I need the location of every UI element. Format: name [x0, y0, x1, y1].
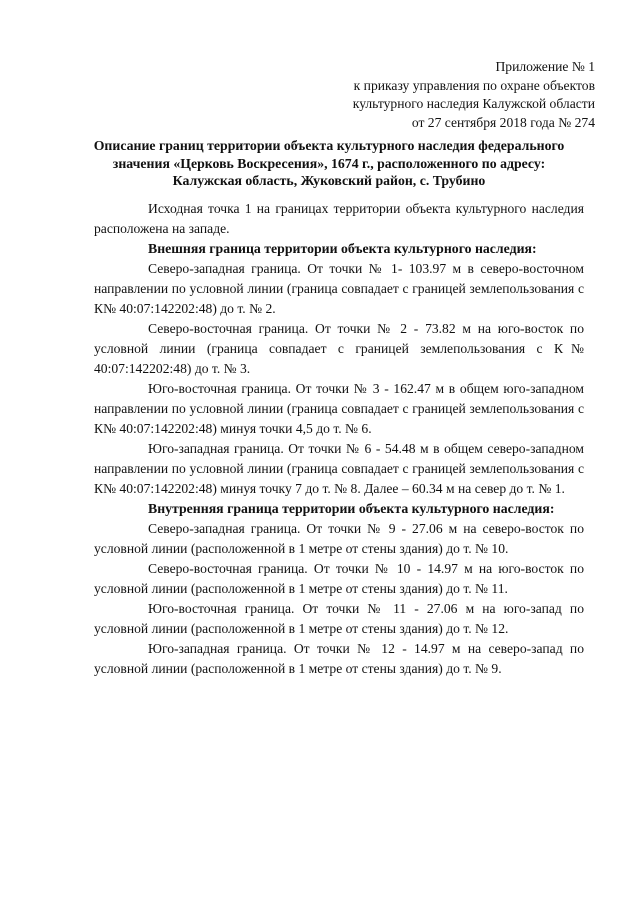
document-body	[94, 199, 584, 679]
inner-boundary-heading: Внутренняя граница территории объекта культурного наследия:	[148, 501, 555, 516]
title-line: Калужская область, Жуковский район, с. Трубино	[172, 173, 486, 188]
outer-paragraph: Северо-западная граница. От точки № 1- 103.97 м в северо-восточном направлении по условной линии (граница совпадает с границей землепользования с К№ 40:07:142202:48) до т. № 2.	[94, 261, 584, 316]
intro-paragraph: Исходная точка 1 на границах территории объекта культурного наследия расположена на западе.	[94, 201, 584, 236]
header-line: культурного наследия Калужской области	[352, 96, 595, 111]
inner-paragraph: Юго-восточная граница. От точки № 11 - 27.06 м на юго-запад по условной линии (расположенной в 1 метре от стены здания) до т. № 12.	[94, 601, 584, 636]
outer-boundary-heading: Внешняя граница территории объекта культурного наследия:	[148, 241, 537, 256]
inner-paragraph: Северо-западная граница. От точки № 9 - 27.06 м на северо-восток по условной линии (расположенной в 1 метре от стены здания) до т. № 10.	[94, 521, 584, 556]
outer-paragraph: Юго-восточная граница. От точки № 3 - 162.47 м в общем юго-западном направлении по условной линии (граница совпадает с границей землепользования с К№ 40:07:142202:48) минуя точки 4,5 до т. № 6.	[94, 381, 584, 436]
header-line: Приложение № 1	[495, 59, 595, 74]
header-line: к приказу управления по охране объектов	[353, 77, 595, 93]
outer-paragraph: Северо-восточная граница. От точки № 2 - 73.82 м на юго-восток по условной линии (граница совпадает с границей землепользования с К№ 40:07:142202:48) до т. № 3.	[94, 321, 584, 376]
inner-paragraph: Юго-западная граница. От точки № 12 - 14.97 м на северо-запад по условной линии (расположенной в 1 метре от стены здания) до т. № 9.	[94, 641, 584, 676]
appendix-header	[353, 58, 595, 132]
outer-paragraph: Юго-западная граница. От точки № 6 - 54.48 м в общем северо-западном направлении по условной линии (граница совпадает с границей землепользования с К№ 40:07:142202:48) минуя точку 7 до т. № 8. Далее – 60.34 м на север до т. № 1.	[94, 441, 584, 496]
title-line: значения «Церковь Воскресения», 1674 г., расположенного по адресу:	[112, 155, 546, 171]
title-line: Описание границ территории объекта культурного наследия федерального	[93, 138, 565, 153]
inner-paragraph: Северо-восточная граница. От точки № 10 - 14.97 м на юго-восток по условной линии (расположенной в 1 метре от стены здания) до т. № 11.	[94, 561, 584, 596]
document-title	[60, 137, 598, 190]
header-line: от 27 сентября 2018 года № 274	[411, 114, 595, 130]
